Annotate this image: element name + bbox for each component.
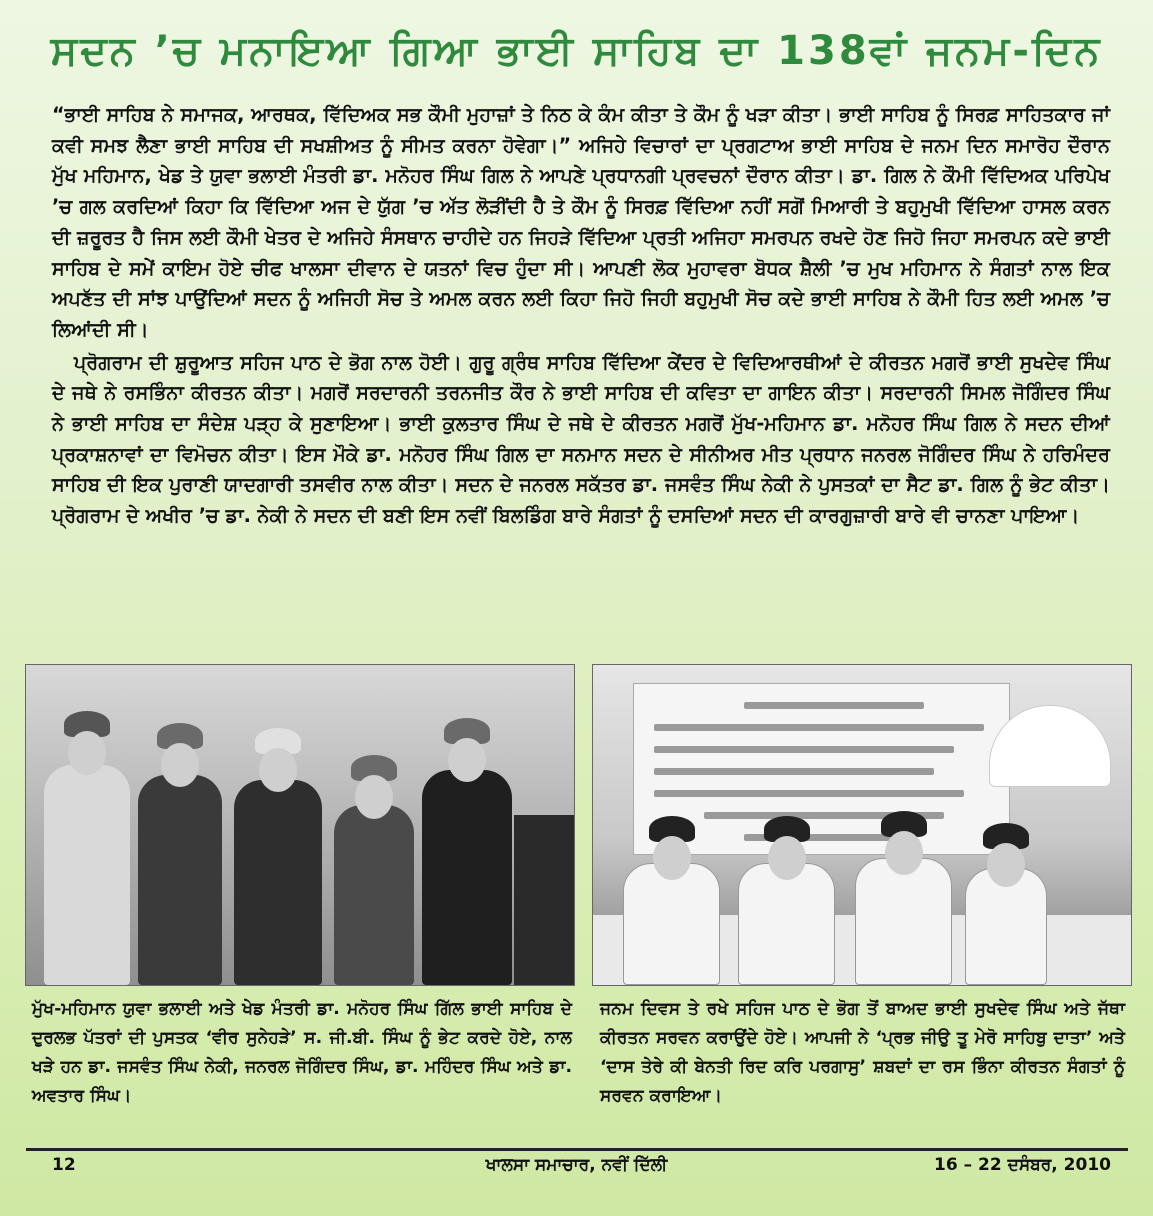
photo-book-release xyxy=(25,664,575,986)
photo-caption-right: ਜਨਮ ਦਿਵਸ ਤੇ ਰਖੇ ਸਹਿਜ ਪਾਠ ਦੇ ਭੋਗ ਤੋਂ ਬਾਅਦ ਭਾਈ ਸੁਖਦੇਵ ਸਿੰਘ ਅਤੇ ਜੱਥਾ ਕੀਰਤਨ ਸਰਵਨ ਕਰਾਉਂਦੇ ਹੋਏ। ਆਪਜੀ ਨੇ ‘ਪ੍ਰਭ ਜੀਉ ਤੂ ਮੇਰੋ ਸਾਹਿਬੁ ਦਾਤਾ’ ਅਤੇ ‘ਦਾਸ ਤੇਰੇ ਕੀ ਬੇਨਤੀ ਰਿਦ ਕਰਿ ਪਰਗਾਸੁ’ ਸ਼ਬਦਾਂ ਦਾ ਰਸ ਭਿੰਨਾ ਕੀਰਤਨ ਸੰਗਤਾਂ ਨੂੰ ਸਰਵਨ ਕਰਾਇਆ। xyxy=(600,999,1125,1106)
person-figure xyxy=(422,770,512,985)
article-headline: ਸਦਨ ’ਚ ਮਨਾਇਆ ਗਿਆ ਭਾਈ ਸਾਹਿਬ ਦਾ 138ਵਾਂ ਜਨਮ-ਦਿਨ xyxy=(50,28,1103,74)
photo-kirtan xyxy=(592,664,1132,986)
photo-caption-left: ਮੁੱਖ-ਮਹਿਮਾਨ ਯੁਵਾ ਭਲਾਈ ਅਤੇ ਖੇਡ ਮੰਤਰੀ ਡਾ. ਮਨੋਹਰ ਸਿੰਘ ਗਿੱਲ ਭਾਈ ਸਾਹਿਬ ਦੇ ਦੁਰਲਭ ਪੱਤਰਾਂ ਦੀ ਪੁਸਤਕ ‘ਵੀਰ ਸੁਨੇਹੜੇ’ ਸ. ਜੀ.ਬੀ. ਸਿੰਘ ਨੂੰ ਭੇਟ ਕਰਦੇ ਹੋਏ, ਨਾਲ ਖੜੇ ਹਨ ਡਾ. ਜਸਵੰਤ ਸਿੰਘ ਨੇਕੀ, ਜਨਰਲ ਜੋਗਿੰਦਰ ਸਿੰਘ, ਡਾ. ਮਹਿੰਦਰ ਸਿੰਘ ਅਤੇ ਡਾ. ਅਵਤਾਰ ਸਿੰਘ। xyxy=(32,999,572,1106)
article-body xyxy=(52,100,1110,532)
person-figure xyxy=(334,805,414,985)
person-figure xyxy=(855,858,952,985)
paragraph-1: “ਭਾਈ ਸਾਹਿਬ ਨੇ ਸਮਾਜਕ, ਆਰਥਕ, ਵਿੱਦਿਅਕ ਸਭ ਕੌਮੀ ਮੁਹਾਜ਼ਾਂ ਤੇ ਨਿਠ ਕੇ ਕੰਮ ਕੀਤਾ ਤੇ ਕੌਮ ਨੂੰ ਖੜਾ ਕੀਤਾ। ਭਾਈ ਸਾਹਿਬ ਨੂੰ ਸਿਰਫ਼ ਸਾਹਿਤਕਾਰ ਜਾਂ ਕਵੀ ਸਮਝ ਲੈਣਾ ਭਾਈ ਸਾਹਿਬ ਦੀ ਸਖਸ਼ੀਅਤ ਨੂੰ ਸੀਮਤ ਕਰਨਾ ਹੋਵੇਗਾ।” ਅਜਿਹੇ ਵਿਚਾਰਾਂ ਦਾ ਪ੍ਰਗਟਾਅ ਭਾਈ ਸਾਹਿਬ ਦੇ ਜਨਮ ਦਿਨ ਸਮਾਰੋਹ ਦੌਰਾਨ ਮੁੱਖ ਮਹਿਮਾਨ, ਖੇਡ ਤੇ ਯੁਵਾ ਭਲਾਈ ਮੰਤਰੀ ਡਾ. ਮਨੋਹਰ ਸਿੰਘ ਗਿਲ ਨੇ ਆਪਣੇ ਪ੍ਰਧਾਨਗੀ ਪ੍ਰਵਚਨਾਂ ਦੌਰਾਨ ਕੀਤਾ। ਡਾ. ਗਿਲ ਨੇ ਕੌਮੀ ਵਿੱਦਿਅਕ ਪਰਿਪੇਖ ’ਚ ਗਲ ਕਰਦਿਆਂ ਕਿਹਾ ਕਿ ਵਿੱਦਿਆ ਅਜ ਦੇ ਯੁੱਗ ’ਚ ਅੱਤ ਲੋੜੀਂਦੀ ਹੈ ਤੇ ਕੌਮ ਨੂੰ ਸਿਰਫ਼ ਵਿੱਦਿਆ ਨਹੀਂ ਸਗੋਂ ਮਿਆਰੀ ਤੇ ਬਹੁਮੁਖੀ ਵਿੱਦਿਆ ਹਾਸਲ ਕਰਨ ਦੀ ਜ਼ਰੂਰਤ ਹੈ ਜਿਸ ਲਈ ਕੌਮੀ ਖੇਤਰ ਦੇ ਅਜਿਹੇ ਸੰਸਥਾਨ ਚਾਹੀਦੇ ਹਨ ਜਿਹੜੇ ਵਿੱਦਿਆ ਪ੍ਰਤੀ ਅਜਿਹਾ ਸਮਰਪਨ ਰਖਦੇ ਹੋਣ ਜਿਹੋ ਜਿਹਾ ਸਮਰਪਨ ਕਦੇ ਭਾਈ ਸਾਹਿਬ ਦੇ ਸਮੇਂ ਕਾਇਮ ਹੋਏ ਚੀਫ ਖਾਲਸਾ ਦੀਵਾਨ ਦੇ ਯਤਨਾਂ ਵਿਚ ਹੁੰਦਾ ਸੀ। ਆਪਣੀ ਲੋਕ ਮੁਹਾਵਰਾ ਬੋਧਕ ਸ਼ੈਲੀ ’ਚ ਮੁਖ ਮਹਿਮਾਨ ਨੇ ਸੰਗਤਾਂ ਨਾਲ ਇਕ ਅਪਣੱਤ ਦੀ ਸਾਂਝ ਪਾਉਂਦਿਆਂ ਸਦਨ ਨੂੰ ਅਜਿਹੀ ਸੋਚ ਤੇ ਅਮਲ ਕਰਨ ਲਈ ਕਿਹਾ ਜਿਹੋ ਜਿਹੀ ਬਹੁਮੁਖੀ ਸੋਚ ਕਦੇ ਭਾਈ ਸਾਹਿਬ ਨੇ ਕੌਮੀ ਹਿਤ ਲਈ ਅਮਲ ’ਚ ਲਿਆਂਦੀ ਸੀ। xyxy=(52,103,1110,341)
publication-name: ਖਾਲਸਾ ਸਮਾਚਾਰ, ਨਵੀਂ ਦਿੱਲੀ xyxy=(485,1155,668,1175)
footer-divider xyxy=(26,1148,1128,1151)
person-figure xyxy=(138,775,222,985)
person-figure xyxy=(44,765,130,985)
person-figure xyxy=(738,863,835,985)
page-number: 12 xyxy=(52,1155,76,1175)
podium xyxy=(514,815,574,985)
person-figure xyxy=(623,863,720,985)
paragraph-2: ਪ੍ਰੋਗਰਾਮ ਦੀ ਸ਼ੁਰੂਆਤ ਸਹਿਜ ਪਾਠ ਦੇ ਭੋਗ ਨਾਲ ਹੋਈ। ਗੁਰੂ ਗ੍ਰੰਥ ਸਾਹਿਬ ਵਿੱਦਿਆ ਕੇਂਦਰ ਦੇ ਵਿਦਿਆਰਥੀਆਂ ਦੇ ਕੀਰਤਨ ਮਗਰੋਂ ਭਾਈ ਸੁਖਦੇਵ ਸਿੰਘ ਦੇ ਜਥੇ ਨੇ ਰਸਭਿੰਨਾ ਕੀਰਤਨ ਕੀਤਾ। ਮਗਰੋਂ ਸਰਦਾਰਨੀ ਤਰਨਜੀਤ ਕੌਰ ਨੇ ਭਾਈ ਸਾਹਿਬ ਦੀ ਕਵਿਤਾ ਦਾ ਗਾਇਨ ਕੀਤਾ। ਸਰਦਾਰਨੀ ਸਿਮਲ ਜੋਗਿੰਦਰ ਸਿੰਘ ਨੇ ਭਾਈ ਸਾਹਿਬ ਦਾ ਸੰਦੇਸ਼ ਪੜ੍ਹ ਕੇ ਸੁਣਾਇਆ। ਭਾਈ ਕੁਲਤਾਰ ਸਿੰਘ ਦੇ ਜਥੇ ਦੇ ਕੀਰਤਨ ਮਗਰੋਂ ਮੁੱਖ-ਮਹਿਮਾਨ ਡਾ. ਮਨੋਹਰ ਸਿੰਘ ਗਿਲ ਨੇ ਸਦਨ ਦੀਆਂ ਪ੍ਰਕਾਸ਼ਨਾਵਾਂ ਦਾ ਵਿਮੋਚਨ ਕੀਤਾ। ਇਸ ਮੌਕੇ ਡਾ. ਮਨੋਹਰ ਸਿੰਘ ਗਿਲ ਦਾ ਸਨਮਾਨ ਸਦਨ ਦੇ ਸੀਨੀਅਰ ਮੀਤ ਪ੍ਰਧਾਨ ਜਨਰਲ ਜੋਗਿੰਦਰ ਸਿੰਘ ਨੇ ਹਰਿਮੰਦਰ ਸਾਹਿਬ ਦੀ ਇਕ ਪੁਰਾਣੀ ਯਾਦਗਾਰੀ ਤਸਵੀਰ ਨਾਲ ਕੀਤਾ। ਸਦਨ ਦੇ ਜਨਰਲ ਸਕੱਤਰ ਡਾ. ਜਸਵੰਤ ਸਿੰਘ ਨੇਕੀ ਨੇ ਪੁਸਤਕਾਂ ਦਾ ਸੈਟ ਡਾ. ਗਿਲ ਨੂੰ ਭੇਟ ਕੀਤਾ। ਪ੍ਰੋਗਰਾਮ ਦੇ ਅਖੀਰ ’ਚ ਡਾ. ਨੇਕੀ ਨੇ ਸਦਨ ਦੀ ਬਣੀ ਇਸ ਨਵੀਂ ਬਿਲਡਿੰਗ ਬਾਰੇ ਸੰਗਤਾਂ ਨੂੰ ਦਸਦਿਆਂ ਸਦਨ ਦੀ ਕਾਰਗੁਜ਼ਾਰੀ ਬਾਰੇ ਵੀ ਚਾਨਣਾ ਪਾਇਆ। xyxy=(52,350,1110,528)
person-figure xyxy=(234,780,322,985)
person-figure xyxy=(965,868,1047,985)
issue-date: 16 – 22 ਦਸੰਬਰ, 2010 xyxy=(934,1155,1111,1175)
